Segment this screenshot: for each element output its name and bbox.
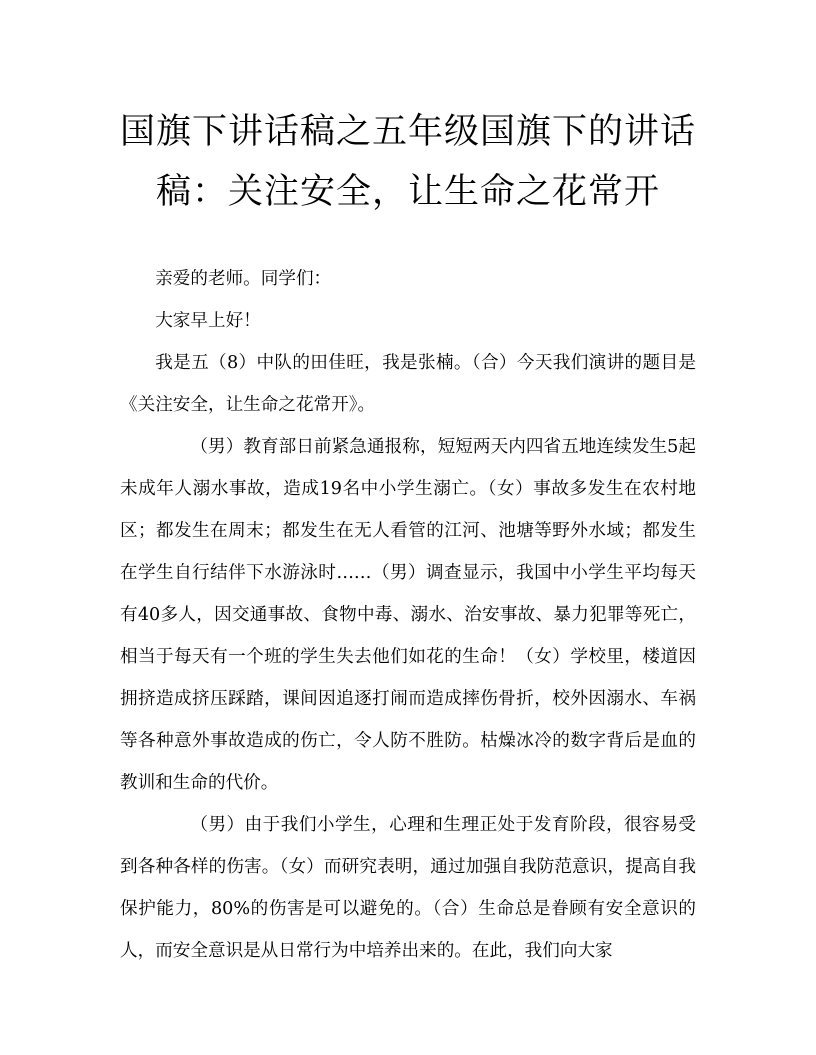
document-body [120, 258, 696, 972]
paragraph-intro: 我是五（8）中队的田佳旺，我是张楠。（合）今天我们演讲的题目是《关注安全，让生命之花常开》。 [120, 353, 696, 415]
title-line-1: 国旗下讲话稿之五年级国旗下的讲话 [119, 112, 696, 152]
paragraph-greeting: 亲爱的老师。同学们： [155, 269, 332, 289]
document-title [110, 102, 706, 222]
paragraph-hello: 大家早上好！ [155, 311, 261, 331]
paragraph-prevention: （男）由于我们小学生，心理和生理正处于发育阶段，很容易受到各种各样的伤害。（女）而研究表明，通过加强自我防范意识，提高自我保护能力，80%的伤害是可以避免的。（合）生命总是眷顾有安全意识的人，而安全意识是从日常行为中培养出来的。在此，我们向大家 [120, 815, 696, 961]
paragraph-accidents: （男）教育部日前紧急通报称，短短两天内四省五地连续发生5起未成年人溺水事故，造成19名中小学生溺亡。（女）事故多发生在农村地区；都发生在周末；都发生在无人看管的江河、池塘等野外水域；都发生在学生自行结伴下水游泳时……（男）调查显示，我国中小学生平均每天有40多人，因交通事故、食物中毒、溺水、治安事故、暴力犯罪等死亡，相当于每天有一个班的学生失去他们如花的生命！（女）学校里，楼道因拥挤造成挤压踩踏，课间因追逐打闹而造成摔伤骨折，校外因溺水、车祸等各种意外事故造成的伤亡，令人防不胜防。枯燥冰冷的数字背后是血的教训和生命的代价。 [120, 437, 696, 793]
title-line-2: 稿：关注安全，让生命之花常开 [155, 172, 660, 212]
